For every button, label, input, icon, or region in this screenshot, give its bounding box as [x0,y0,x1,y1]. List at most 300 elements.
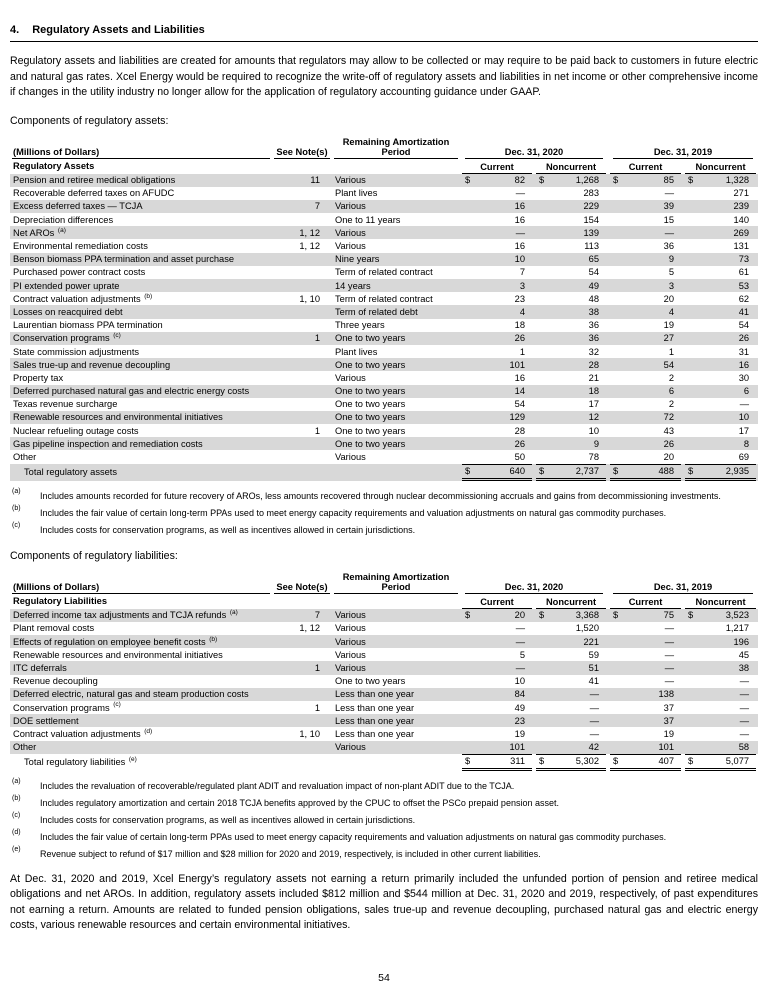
value-cell [683,648,758,661]
section-label: Regulatory Assets [13,161,95,171]
value [610,240,681,253]
value-cell [608,358,683,371]
period-header-line1: Remaining Amortization [342,571,450,582]
value [685,622,756,635]
row-label: Losses on reacquired debt [13,306,123,317]
amount: 18 [514,320,525,331]
amount: 37 [663,715,675,726]
value [685,741,756,754]
footnote-text: Includes the revaluation of recoverable/regulated plant ADIT and revaluation impact of non-plant ADIT due to the TCJA. [40,780,515,791]
value [536,213,606,226]
amount: — [515,227,525,238]
amount: — [589,715,600,726]
amount: 51 [588,662,600,673]
row-label: Recoverable deferred taxes on AFUDC [13,188,175,199]
value [685,385,756,398]
amortization-period-value [332,754,460,771]
footnote [10,811,758,826]
total-label: Total regulatory liabilities $^{(e)}$ [24,756,137,768]
value [462,279,532,292]
see-notes-value: 7 [314,201,320,212]
amount: 41 [588,676,600,687]
value [685,174,756,187]
value-cell [460,319,534,332]
value-cell [608,174,683,187]
dollar-sign: $ [465,756,471,767]
row-label: Nuclear refueling outage costs [13,425,139,436]
value [610,371,681,384]
amount: 311 [510,756,525,767]
footnote-text: Includes the fair value of certain long-term PPAs used to meet energy capacity requirements and valuation adjustments on natural gas commodity purchases. [40,507,667,518]
value-cell [608,741,683,754]
amount: 54 [663,359,675,370]
row-label: Renewable resources and environmental initiatives [13,412,223,423]
amortization-period-value: Various [335,175,366,186]
value [685,319,756,332]
value-cell [683,174,758,187]
row-label: Deferred purchased natural gas and electric energy costs [13,386,250,397]
amount: 39 [663,201,675,212]
amortization-period-value: Term of related debt [335,306,418,317]
value-cell [608,437,683,450]
amount: 36 [663,241,675,252]
footnote-marker: (c) [113,332,121,340]
see-notes-value: 1, 12 [299,623,320,634]
dollar-sign: $ [613,175,619,186]
amount: 6 [743,386,750,397]
amount: 139 [583,227,600,238]
value-cell [534,187,608,200]
amount: — [515,623,525,634]
value [685,424,756,437]
liabilities-caption: Components of regulatory liabilities: [10,549,178,562]
amortization-period-value: Various [335,241,366,252]
value [462,451,532,464]
value-cell [460,332,534,345]
dollar-sign: $ [465,610,471,621]
row-label: Conservation programs $^{(c)}$ [13,332,121,344]
value-cell [460,345,534,358]
total-row [10,754,758,771]
amount: 20 [514,610,525,621]
col-header-dec-31-2019: Dec. 31, 2019 [608,572,758,594]
value [536,226,606,239]
amount: 271 [733,188,750,199]
table-row [10,701,758,714]
value [536,358,606,371]
value [610,727,681,740]
amount: 16 [514,214,525,225]
see-notes-value [272,450,332,463]
value [462,411,532,424]
table-body [10,609,758,771]
amount: 48 [588,293,600,304]
value [462,635,532,648]
dollar-sign: $ [539,175,545,186]
period-header-line1: Remaining Amortization [342,136,450,147]
amount: 20 [663,293,675,304]
value [536,727,606,740]
see-notes-value [272,741,332,754]
amount: 239 [733,201,750,212]
table-row [10,635,758,648]
dollar-sign: $ [465,466,471,477]
see-notes-value: 1 [314,662,320,673]
table-subheader-row [10,594,758,609]
amount: 3,523 [725,610,750,621]
value [462,609,532,622]
value [536,675,606,688]
value [610,701,681,714]
value-cell [683,714,758,727]
amount: 10 [514,676,525,687]
amount: 221 [583,636,600,647]
section-number: 4. [10,24,20,36]
amount: 37 [663,702,675,713]
amount: — [664,649,675,660]
row-label: Gas pipeline inspection and remediation costs [13,438,203,449]
value [462,226,532,239]
value [462,371,532,384]
value-cell [608,385,683,398]
value-cell [608,305,683,318]
value [462,240,532,253]
amortization-period-value: One to two years [335,412,406,423]
value [685,371,756,384]
row-label: Revenue decoupling [13,676,98,687]
amount: 36 [588,333,600,344]
value [462,213,532,226]
value [462,187,532,200]
row-label: PI extended power uprate [13,280,120,291]
amortization-period-value: Less than one year [335,689,415,700]
dollar-sign: $ [688,466,694,477]
amount: — [664,676,675,687]
value-cell [608,371,683,384]
value [685,253,756,266]
value-cell [608,754,683,771]
value [685,266,756,279]
value-cell [683,450,758,463]
amount: 16 [514,372,525,383]
value-cell [534,266,608,279]
value [462,174,532,187]
value-cell [683,661,758,674]
amount: 28 [588,359,600,370]
amount: — [739,728,750,739]
value [462,292,532,305]
value [610,305,681,318]
col-header-noncurrent-2020: Noncurrent [534,159,608,174]
col-header-noncurrent-2020: Noncurrent [534,594,608,609]
amount: 31 [738,346,750,357]
amount: 5 [668,267,675,278]
value-cell [460,754,534,771]
row-label: Excess deferred taxes — TCJA [13,201,143,212]
value-cell [460,213,534,226]
amount: 43 [663,425,675,436]
amortization-period-value: Various [335,636,366,647]
value [610,741,681,754]
dollar-sign: $ [688,756,694,767]
amortization-period-value: Various [335,452,366,463]
value-cell [534,727,608,740]
amount: 28 [514,425,525,436]
value [536,437,606,450]
value [610,754,681,771]
value-cell [608,345,683,358]
value-cell [460,200,534,213]
amount: 61 [738,267,750,278]
amount: 15 [663,214,675,225]
amount: 38 [588,306,600,317]
amount: 4 [668,306,675,317]
see-notes-value [272,411,332,424]
value-cell [608,609,683,622]
footnote-marker: (b) [144,292,153,300]
value-cell [534,226,608,239]
value-cell [534,398,608,411]
value-cell [534,305,608,318]
spacer-cell [332,159,460,174]
value [685,345,756,358]
value [610,437,681,450]
amount: 26 [738,333,750,344]
value-cell [460,226,534,239]
amount: 16 [738,359,750,370]
amount: 640 [509,466,525,477]
assets-footnotes [10,487,758,536]
amortization-period-value: One to two years [335,386,406,397]
amount: 1,520 [575,623,600,634]
amortization-period-value: One to two years [335,399,406,410]
amortization-period-value: Less than one year [335,715,415,726]
value-cell [683,675,758,688]
table-body [10,174,758,481]
table-row [10,371,758,384]
value [685,714,756,727]
table-row [10,200,758,213]
value [462,464,532,481]
table-row [10,741,758,754]
table-header-row [10,572,758,594]
value-cell [460,385,534,398]
amount: 1,217 [725,623,750,634]
amortization-period-value: Various [335,201,366,212]
row-label: Conservation programs $^{(c)}$ [13,701,121,713]
amortization-period-value: One to two years [335,333,406,344]
footnote [10,828,758,843]
value [536,464,606,481]
col-header-millions: (Millions of Dollars) [10,137,272,159]
amortization-period-value: Term of related contract [335,293,433,304]
amount: — [739,702,750,713]
value [610,385,681,398]
value [462,424,532,437]
value [462,398,532,411]
col-header-millions: (Millions of Dollars) [10,572,272,594]
amount: 196 [733,636,750,647]
amount: 23 [514,293,525,304]
value-cell [683,213,758,226]
amount: 101 [509,359,525,370]
value-cell [683,727,758,740]
see-notes-value: 1, 12 [299,241,320,252]
footnote [10,777,758,792]
see-notes-value [272,187,332,200]
footnote-marker: (b) [209,635,218,643]
see-notes-value: 1 [314,333,320,344]
amortization-period-value: Less than one year [335,728,415,739]
see-notes-value [272,305,332,318]
value-cell [683,279,758,292]
footnote-marker: (b) [12,504,21,512]
value [462,385,532,398]
amount: 26 [663,438,675,449]
amount: 49 [588,280,600,291]
row-label: Contract valuation adjustments $^{(d)}$ [13,727,153,739]
value-cell [608,635,683,648]
value [685,332,756,345]
value [536,424,606,437]
value [536,398,606,411]
row-label: Renewable resources and environmental initiatives [13,649,223,660]
value [536,240,606,253]
row-label: Contract valuation adjustments $^{(b)}$ [13,292,153,304]
value-cell [460,239,534,252]
amount: 2 [668,399,675,410]
value-cell [534,385,608,398]
value-cell [608,411,683,424]
amount: 19 [514,728,525,739]
table-header-row [10,137,758,159]
value [536,411,606,424]
footnote-marker: (a) [12,777,21,785]
value [610,424,681,437]
amortization-period-value: Less than one year [335,702,415,713]
value [685,701,756,714]
intro-paragraph: Regulatory assets and liabilities are created for amounts that regulators may allow to be collected or may require to be paid back to customers in future electric and natural gas rates. Xcel Energy would be required to recognize the write-off of regulatory assets and liabilities in net income or other comprehensive income if changes in the utility industry no longer allow for the application of regulatory accounting guidance under GAAP. [10,55,758,98]
value [536,622,606,635]
amount: 154 [583,214,600,225]
see-notes-value: 1, 12 [299,227,320,238]
amortization-period-value: One to 11 years [335,214,401,225]
value [610,714,681,727]
amount: 54 [738,320,750,331]
value [536,371,606,384]
amortization-period-value: Various [335,662,366,673]
footnote-marker: (d) [12,828,21,836]
footnote [10,794,758,809]
amount: 85 [663,175,675,186]
value-cell [460,464,534,481]
amount: 17 [738,425,750,436]
value-cell [534,358,608,371]
value-cell [683,345,758,358]
value [536,332,606,345]
amount: 5,077 [725,756,750,767]
see-notes-value [272,358,332,371]
value-cell [534,253,608,266]
value [536,385,606,398]
value [536,253,606,266]
amortization-period-value: Three years [335,320,385,331]
row-label: Sales true-up and revenue decoupling [13,359,171,370]
value [685,609,756,622]
value-cell [460,701,534,714]
value-cell [534,424,608,437]
col-header-noncurrent-2019: Noncurrent [683,594,758,609]
see-notes-value [272,635,332,648]
amount: 53 [738,280,750,291]
dollar-sign: $ [688,175,694,186]
amount: 1 [519,346,525,357]
value [536,688,606,701]
row-label: Deferred electric, natural gas and steam production costs [13,689,249,700]
value [685,411,756,424]
value [536,292,606,305]
table-row [10,279,758,292]
value-cell [534,741,608,754]
value-cell [460,741,534,754]
value [462,754,532,771]
value [685,451,756,464]
value [685,292,756,305]
table-row [10,319,758,332]
table-row [10,239,758,252]
value [462,332,532,345]
value [536,648,606,661]
value-cell [683,358,758,371]
table-row [10,345,758,358]
amount: 7 [519,267,525,278]
amount: — [664,623,675,634]
value-cell [534,688,608,701]
value-cell [608,253,683,266]
footnote-text: Includes amounts recorded for future recovery of AROs, less amounts recovered through nuclear decommissioning accruals and gains from decommissioning investments. [40,490,721,501]
col-header-current-2019: Current [608,159,683,174]
amount: 2,737 [575,466,600,477]
amount: 1,268 [575,175,600,186]
amount: 1 [668,346,675,357]
col-header-see-notes: See Note(s) [272,572,332,594]
value-cell [608,187,683,200]
value-cell [534,635,608,648]
amount: 73 [738,254,750,265]
amount: 2,935 [725,466,750,477]
page-number: 54 [378,972,390,984]
value-cell [534,609,608,622]
amortization-period-value: Various [335,372,366,383]
value-cell [534,450,608,463]
value [462,714,532,727]
value [536,701,606,714]
value [536,305,606,318]
table-row [10,292,758,305]
row-label: Other [13,742,37,753]
amount: — [515,188,525,199]
value-cell [608,701,683,714]
value [610,675,681,688]
value-cell [534,239,608,252]
amount: 17 [588,399,600,410]
value [685,213,756,226]
table-row [10,213,758,226]
see-notes-value [272,253,332,266]
value [462,675,532,688]
footnote-marker: (e) [128,756,137,764]
footnote [10,521,758,536]
